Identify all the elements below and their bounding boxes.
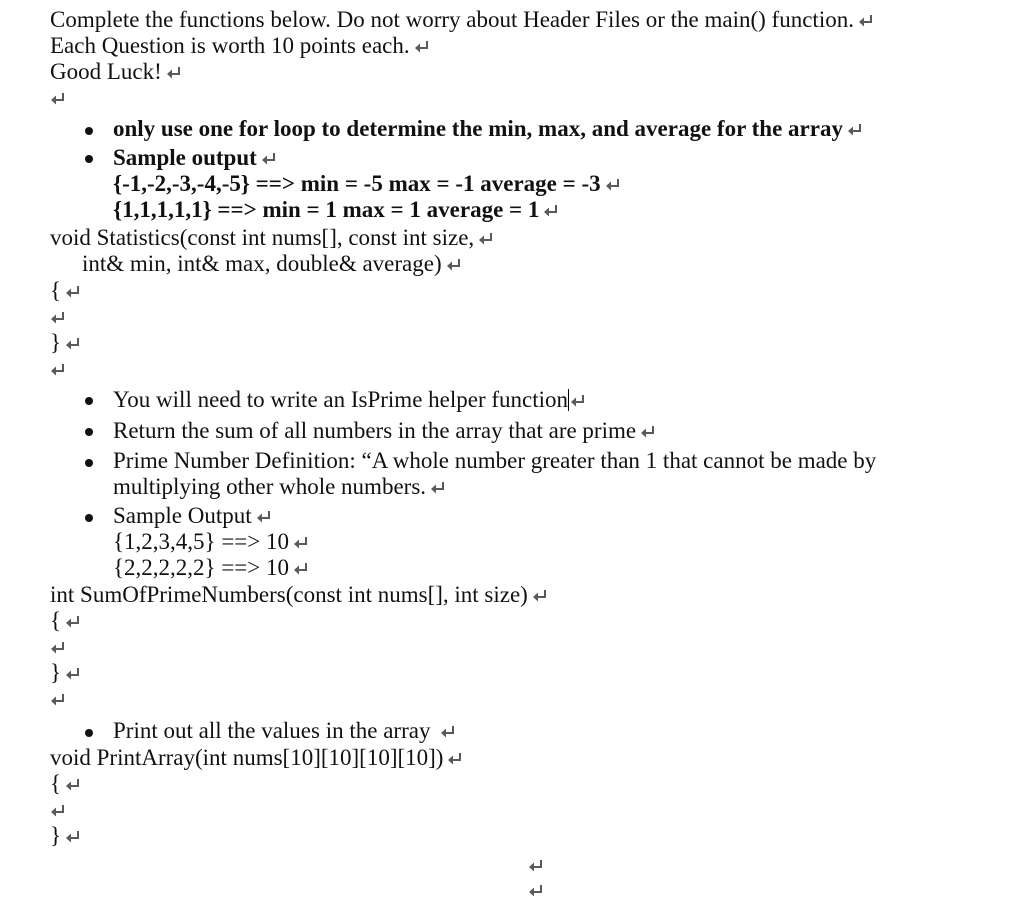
- paragraph-mark-icon: [293, 536, 309, 550]
- paragraph-mark-icon: [605, 178, 621, 192]
- paragraph-mark-icon: [65, 830, 81, 844]
- blank-line: [528, 877, 544, 903]
- intro-line-1: Complete the functions below. Do not worry about Header Files or the main() function.: [50, 7, 874, 33]
- paragraph-mark-icon: [166, 66, 182, 80]
- paragraph-mark-icon: [65, 667, 81, 681]
- paragraph-mark-icon: [50, 363, 66, 377]
- q1-sample-2: {1,1,1,1,1} ==> min = 1 max = 1 average = 1: [113, 197, 559, 223]
- q2-bullet-2: Return the sum of all numbers in the array that are prime: [113, 418, 656, 444]
- paragraph-mark-icon: [440, 725, 456, 739]
- q1-signature-line-1: void Statistics(const int nums[], const int size,: [50, 225, 494, 251]
- paragraph-mark-icon: [528, 859, 544, 873]
- bullet-icon: [85, 428, 93, 436]
- q1-close-brace: }: [50, 330, 81, 356]
- blank-line: [50, 797, 66, 823]
- paragraph-mark-icon: [532, 589, 548, 603]
- q2-bullet-3-line-1: Prime Number Definition: “A whole number greater than 1 that cannot be made by: [113, 448, 877, 473]
- paragraph-mark-icon: [261, 152, 277, 166]
- bullet-icon: [85, 155, 93, 163]
- q2-close-brace: }: [50, 660, 81, 686]
- bullet-icon: [85, 397, 93, 405]
- blank-line: [50, 304, 66, 330]
- q1-signature-line-2: int& min, int& max, double& average): [82, 251, 462, 277]
- paragraph-mark-icon: [293, 562, 309, 576]
- paragraph-mark-icon: [65, 615, 81, 629]
- paragraph-mark-icon: [50, 693, 66, 707]
- paragraph-mark-icon: [430, 481, 446, 495]
- q2-sample-1: {1,2,3,4,5} ==> 10: [113, 529, 309, 555]
- bullet-icon: [85, 729, 93, 737]
- blank-line: [528, 852, 544, 878]
- q2-open-brace: {: [50, 608, 81, 634]
- blank-line: [50, 634, 66, 660]
- q1-bullet-1: only use one for loop to determine the min, max, and average for the array: [113, 116, 863, 142]
- q3-signature: void PrintArray(int nums[10][10][10][10]): [50, 745, 463, 771]
- paragraph-mark-icon: [528, 884, 544, 898]
- bullet-icon: [85, 459, 93, 467]
- paragraph-mark-icon: [847, 123, 863, 137]
- q1-open-brace: {: [50, 278, 81, 304]
- paragraph-mark-icon: [65, 337, 81, 351]
- q2-bullet-3-line-2: multiplying other whole numbers.: [113, 474, 446, 500]
- q2-bullet-4: Sample Output: [113, 503, 272, 529]
- bullet-icon: [85, 127, 93, 135]
- q3-open-brace: {: [50, 771, 81, 797]
- paragraph-mark-icon: [570, 394, 586, 408]
- paragraph-mark-icon: [446, 258, 462, 272]
- paragraph-mark-icon: [65, 285, 81, 299]
- q3-bullet-1: Print out all the values in the array: [113, 718, 456, 744]
- blank-line: [50, 85, 66, 111]
- paragraph-mark-icon: [640, 425, 656, 439]
- paragraph-mark-icon: [256, 510, 272, 524]
- paragraph-mark-icon: [858, 14, 874, 28]
- blank-line: [50, 686, 66, 712]
- paragraph-mark-icon: [50, 804, 66, 818]
- paragraph-mark-icon: [65, 778, 81, 792]
- paragraph-mark-icon: [447, 752, 463, 766]
- text-cursor: [568, 389, 569, 411]
- paragraph-mark-icon: [50, 92, 66, 106]
- blank-line: [50, 356, 66, 382]
- paragraph-mark-icon: [50, 311, 66, 325]
- q2-sample-2: {2,2,2,2,2} ==> 10: [113, 555, 309, 581]
- q3-close-brace: }: [50, 823, 81, 849]
- q1-sample-1: {-1,-2,-3,-4,-5} ==> min = -5 max = -1 average = -3: [113, 171, 621, 197]
- q2-bullet-1: You will need to write an IsPrime helper function: [113, 387, 586, 413]
- paragraph-mark-icon: [50, 641, 66, 655]
- paragraph-mark-icon: [414, 40, 430, 54]
- bullet-icon: [85, 514, 93, 522]
- q1-bullet-2: Sample output: [113, 145, 277, 171]
- q2-signature: int SumOfPrimeNumbers(const int nums[], int size): [50, 582, 548, 608]
- intro-line-2: Each Question is worth 10 points each.: [50, 33, 430, 59]
- paragraph-mark-icon: [478, 232, 494, 246]
- paragraph-mark-icon: [543, 204, 559, 218]
- intro-line-3: Good Luck!: [50, 59, 182, 85]
